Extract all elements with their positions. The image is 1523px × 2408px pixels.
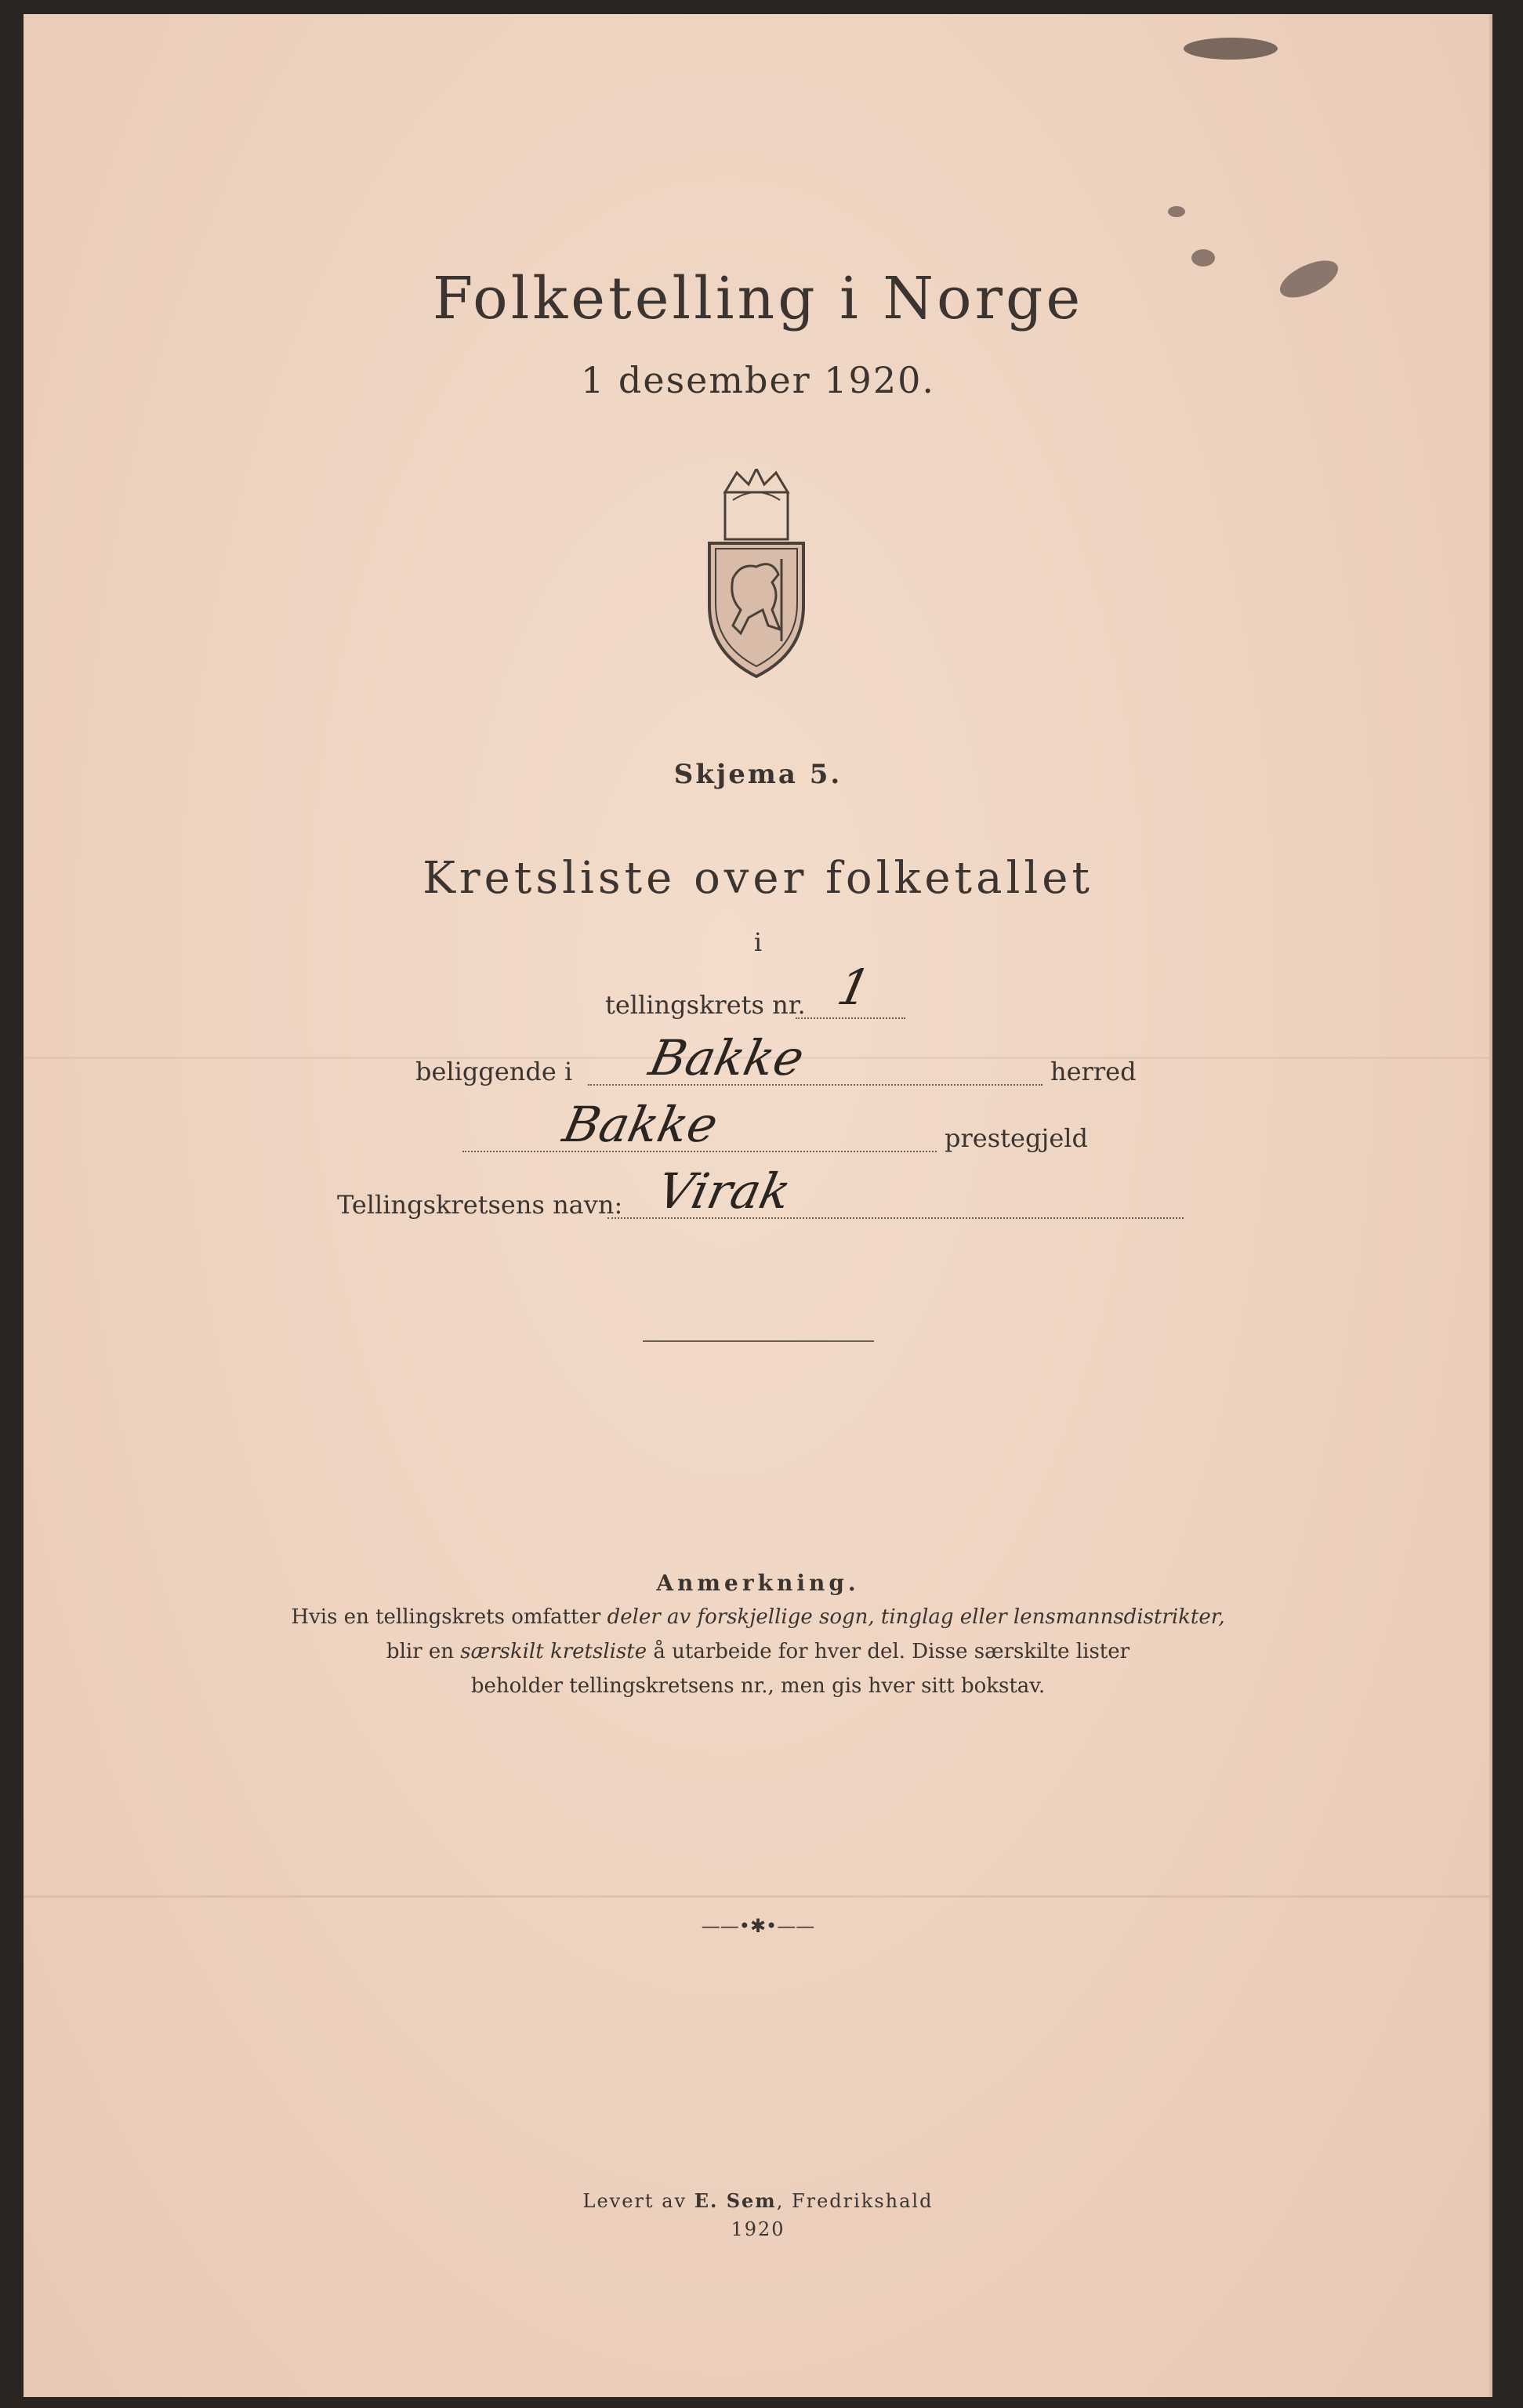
note-line-1 xyxy=(291,1599,1224,1635)
navn-label: Tellingskretsens navn: xyxy=(337,1190,623,1220)
note-text: Hvis en tellingskrets omfatter xyxy=(291,1605,607,1629)
tellingskrets-line xyxy=(796,1017,905,1019)
form-heading: Kretsliste over folketallet xyxy=(422,853,1093,904)
printer-text: Levert av xyxy=(582,2190,694,2212)
note-text: å utarbeide for hver del. Disse særskilte lister xyxy=(647,1640,1130,1663)
tellingskrets-label: tellingskrets nr. xyxy=(605,990,806,1020)
printer-year: 1920 xyxy=(731,2218,785,2240)
ink-stain xyxy=(1191,249,1215,267)
note-text: blir en xyxy=(386,1640,461,1663)
schema-number: Skjema 5. xyxy=(673,759,843,790)
note-emphasis: særskilt kretsliste xyxy=(460,1640,647,1663)
divider xyxy=(643,1340,874,1342)
prestegjeld-value: Bakke xyxy=(558,1096,723,1153)
printer-credit xyxy=(583,2189,934,2212)
note-title: Anmerkning. xyxy=(656,1570,860,1596)
census-form-page xyxy=(24,14,1492,2397)
ornament: ——•✱•—— xyxy=(701,1915,815,1937)
navn-value: Virak xyxy=(652,1162,796,1220)
page-title: Folketelling i Norge xyxy=(432,265,1084,332)
note-line-2 xyxy=(386,1634,1130,1670)
printer-place: , Fredrikshald xyxy=(776,2190,934,2212)
ink-stain xyxy=(1275,253,1344,305)
beliggende-label: beliggende i xyxy=(415,1057,573,1086)
herred-label: herred xyxy=(1050,1057,1137,1086)
note-line-3: beholder tellingskretsens nr., men gis hver sitt bokstav. xyxy=(470,1674,1046,1698)
tellingskrets-value: 1 xyxy=(832,959,876,1016)
paper-fold xyxy=(24,1895,1489,1898)
ink-stain xyxy=(1184,38,1278,60)
printer-name: E. Sem xyxy=(694,2189,777,2212)
norwegian-lion-coat-of-arms-icon xyxy=(694,469,819,680)
beliggende-value: Bakke xyxy=(644,1029,810,1086)
census-date: 1 desember 1920. xyxy=(581,359,935,401)
connector-text: i xyxy=(753,927,763,957)
ink-stain xyxy=(1168,206,1185,217)
prestegjeld-label: prestegjeld xyxy=(945,1123,1088,1153)
note-emphasis: deler av forskjellige sogn, tinglag eller lensmannsdistrikter, xyxy=(607,1605,1225,1629)
